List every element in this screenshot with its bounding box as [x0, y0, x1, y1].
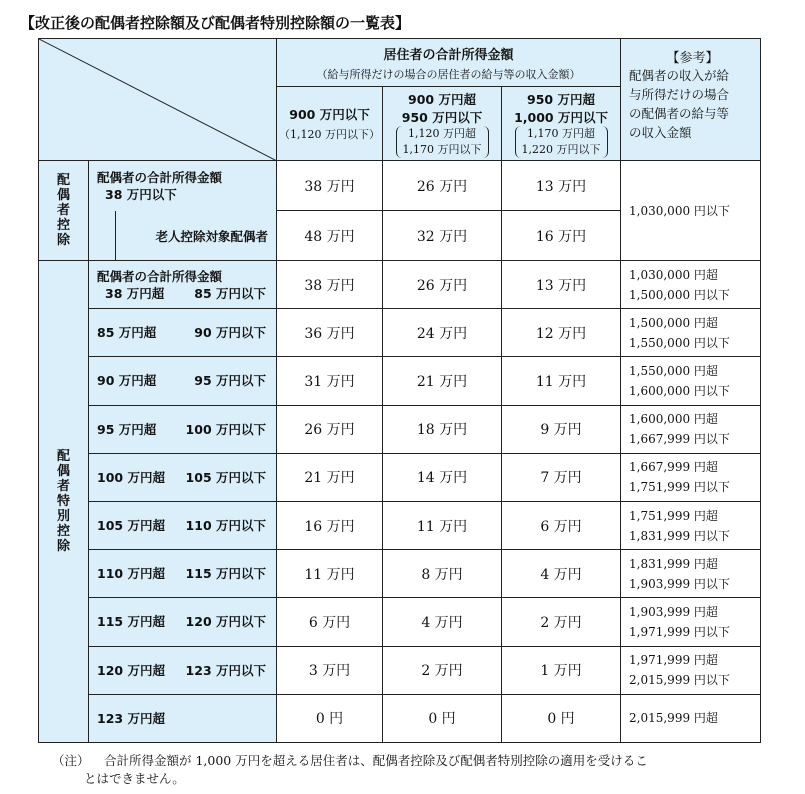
range-from: 110 万円超	[97, 566, 165, 582]
bracket-note: 1,120 万円超 1,170 万円以下	[396, 126, 489, 158]
range-to: 123 万円以下	[185, 662, 266, 678]
bracket-note: 1,170 万円超 1,220 万円以下	[515, 126, 608, 158]
table-cell: 3 万円	[277, 646, 383, 694]
table-cell: 26 万円	[383, 261, 502, 309]
reference-cell: 1,030,000 円以下	[621, 161, 761, 261]
reference-cell: 1,600,000 円超 1,667,999 円以下	[621, 405, 761, 453]
range-from: 123 万円超	[97, 710, 165, 726]
range-to: 110 万円以下	[185, 518, 266, 534]
table-cell: 8 万円	[383, 550, 502, 598]
income-range-label	[89, 646, 277, 694]
table-cell: 26 万円	[383, 161, 502, 211]
vertical-label-char: 偶	[56, 463, 70, 479]
range-from: 95 万円超	[97, 421, 157, 437]
range-from: 120 万円超	[97, 662, 165, 678]
table-cell: 38 万円	[277, 261, 383, 309]
reference-cell: 1,751,999 円超 1,831,999 円以下	[621, 501, 761, 549]
diagonal-header-cell	[39, 39, 277, 161]
table-row	[39, 598, 761, 646]
table-row	[39, 309, 761, 357]
footnote-line2: とはできません。	[84, 771, 185, 786]
table-cell: 14 万円	[383, 453, 502, 501]
range-from: 115 万円超	[97, 614, 165, 630]
table-cell: 11 万円	[277, 550, 383, 598]
income-range-label	[89, 501, 277, 549]
income-range-label: 配偶者の合計所得金額 38 万円超 85 万円以下	[89, 261, 277, 309]
reference-cell: 1,903,999 円超 1,971,999 円以下	[621, 598, 761, 646]
col-header-1000: 950 万円超 1,000 万円以下 1,170 万円超 1,220 万円以下	[502, 87, 621, 161]
range-to: 120 万円以下	[185, 614, 266, 630]
vertical-label-char: 配	[56, 448, 70, 464]
vertical-label-char: 者	[56, 478, 70, 494]
col-header-950: 900 万円超 950 万円以下 1,120 万円超 1,170 万円以下	[383, 87, 502, 161]
reference-cell: 1,030,000 円超 1,500,000 円以下	[621, 261, 761, 309]
vertical-label-char: 除	[56, 233, 70, 248]
table-cell: 18 万円	[383, 405, 502, 453]
table-cell: 12 万円	[502, 309, 621, 357]
table-cell: 0 円	[383, 694, 502, 742]
table-cell: 36 万円	[277, 309, 383, 357]
footnote-line1: 合計所得金額が 1,000 万円を超える居住者は、配偶者控除及び配偶者特別控除の適用を受けるこ	[104, 753, 648, 768]
reference-cell: 1,550,000 円超 1,600,000 円以下	[621, 357, 761, 405]
table-row	[39, 453, 761, 501]
table-cell: 21 万円	[383, 357, 502, 405]
table-row	[39, 261, 761, 309]
range-to: 95 万円以下	[194, 373, 266, 389]
vertical-label-char: 偶	[56, 188, 70, 203]
range-from: 100 万円超	[97, 469, 165, 485]
range-to: 100 万円以下	[185, 421, 266, 437]
income-group-subtitle: （給与所得だけの場合の居住者の給与等の収入金額）	[316, 67, 581, 81]
diagonal-line	[39, 39, 277, 161]
table-cell: 11 万円	[502, 357, 621, 405]
table-cell: 21 万円	[277, 453, 383, 501]
table-cell: 2 万円	[502, 598, 621, 646]
spouse-deduction-label	[39, 161, 89, 261]
vertical-label-char: 控	[56, 523, 70, 539]
table-cell: 31 万円	[277, 357, 383, 405]
table-cell: 24 万円	[383, 309, 502, 357]
table-cell: 0 円	[277, 694, 383, 742]
income-range-label	[89, 405, 277, 453]
table-cell: 0 円	[502, 694, 621, 742]
income-range-label	[89, 453, 277, 501]
reference-cell: 2,015,999 円超	[621, 694, 761, 742]
table-cell: 26 万円	[277, 405, 383, 453]
deduction-row-label: 配偶者の合計所得金額 38 万円以下	[89, 161, 277, 211]
table-cell: 13 万円	[502, 261, 621, 309]
table-row	[39, 357, 761, 405]
income-group-header	[277, 39, 621, 87]
income-range-label	[89, 550, 277, 598]
range-from: 85 万円超	[97, 325, 157, 341]
elderly-spouse-label: 老人控除対象配偶者	[155, 228, 268, 244]
special-deduction-label	[39, 261, 89, 743]
income-range-label	[89, 309, 277, 357]
reference-header	[621, 39, 761, 161]
reference-description: 配偶者の収入が給 与所得だけの場合 の配偶者の給与等 の収入金額	[629, 68, 730, 140]
vertical-label-char: 配	[56, 173, 70, 188]
range-to: 105 万円以下	[185, 469, 266, 485]
range-to: 90 万円以下	[194, 325, 266, 341]
table-row	[39, 550, 761, 598]
elderly-spouse-cell	[89, 211, 277, 261]
table-cell: 6 万円	[277, 598, 383, 646]
table-cell: 1 万円	[502, 646, 621, 694]
vertical-label-char: 別	[56, 508, 70, 524]
table-cell: 48 万円	[277, 211, 383, 261]
income-group-title: 居住者の合計所得金額	[383, 47, 514, 63]
table-cell: 4 万円	[383, 598, 502, 646]
reference-title: 【参考】	[666, 51, 719, 66]
table-cell: 16 万円	[277, 501, 383, 549]
reference-cell: 1,971,999 円超 2,015,999 円以下	[621, 646, 761, 694]
reference-cell: 1,667,999 円超 1,751,999 円以下	[621, 453, 761, 501]
vertical-label-char: 者	[56, 203, 70, 218]
table-cell: 6 万円	[502, 501, 621, 549]
vertical-label-char: 控	[56, 218, 70, 233]
range-from: 38 万円超	[105, 285, 165, 301]
table-row	[39, 501, 761, 549]
table-cell: 9 万円	[502, 405, 621, 453]
income-range-label	[89, 694, 277, 742]
table-cell: 11 万円	[383, 501, 502, 549]
vertical-label-char: 特	[56, 493, 70, 509]
deduction-table	[38, 38, 761, 743]
table-row	[39, 646, 761, 694]
range-to: 85 万円以下	[194, 285, 266, 301]
table-cell: 7 万円	[502, 453, 621, 501]
vertical-label-char: 除	[56, 538, 70, 554]
table-cell: 13 万円	[502, 161, 621, 211]
col-header-900: 900 万円以下 （1,120 万円以下）	[277, 87, 383, 161]
table-row	[39, 405, 761, 453]
income-range-label	[89, 357, 277, 405]
table-cell: 32 万円	[383, 211, 502, 261]
range-to: 115 万円以下	[185, 566, 266, 582]
reference-cell: 1,500,000 円超 1,550,000 円以下	[621, 309, 761, 357]
table-cell: 2 万円	[383, 646, 502, 694]
table-cell: 16 万円	[502, 211, 621, 261]
table-cell: 4 万円	[502, 550, 621, 598]
footnote-tag: （注）	[52, 753, 90, 768]
range-from: 105 万円超	[97, 518, 165, 534]
income-range-label	[89, 598, 277, 646]
range-from: 90 万円超	[97, 373, 157, 389]
page-title: 【改正後の配偶者控除額及び配偶者特別控除額の一覧表】	[20, 14, 411, 32]
table-cell: 38 万円	[277, 161, 383, 211]
reference-cell: 1,831,999 円超 1,903,999 円以下	[621, 550, 761, 598]
table-row	[39, 694, 761, 742]
